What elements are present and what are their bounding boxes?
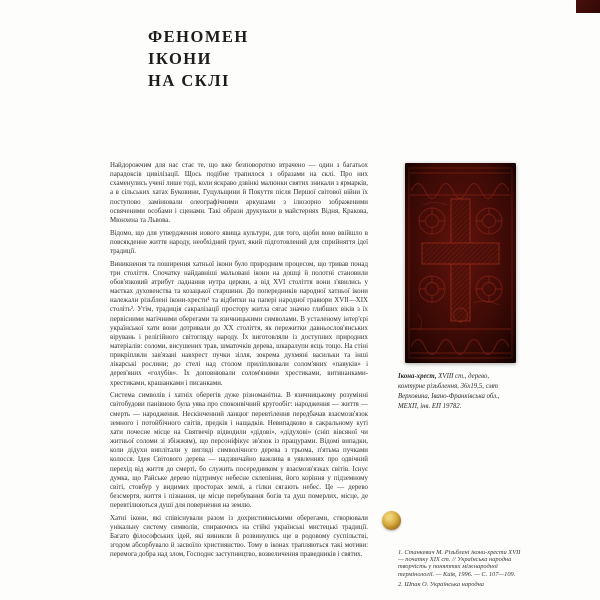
page-title (148, 26, 249, 92)
figure-caption-details: XVIII ст., дерево, контурне різьблення, 36х19,5, смт Верховина, Івано-Франківська обл., МЕХП, інв. ЕП 19782. (398, 373, 500, 410)
paragraph-5: Хатні ікони, які співіснували разом із дохристиянськими оберегами, створювали унікальну систему символів, спираючись на стійкі українські мистецькі традиції. Багато філософських ідей, які виникли й розвинулись ще в родовому суспільстві, згодом абсорбувало й засвоїло християнство. Тому в іконах трапляються такі мотиви: перемога добра над злом, Господнє заступництво, возвеличення праведників і святих. (110, 514, 368, 559)
title-line-1: ФЕНОМЕН (148, 27, 249, 46)
gold-seal-ornament (382, 511, 401, 530)
figure-caption-title: Ікона-хрест, (398, 373, 437, 380)
footnotes (398, 549, 522, 588)
title-line-3: НА СКЛІ (148, 71, 230, 90)
paragraph-4: Система символів і хатніх оберегів дуже різноманітна. В язичницькому розумінні світобудови панівною була уява про споконвічний кругообіг: народження — життя — смерть — народження. Нескінченний ланцюг перевтілення передбачав взаємозв'язок земного і потойбічного світів, предків і нащадків. Невипадково в сакральному куті хати почесне місце на Святвечір відводили «дідові», «дідухові» (сніп вівсяної чи житньої соломи зі збіжжям), що персоніфікує зв'язок із пращурами. Відомі випадки, коли дідухи виплітали у вигляді символічного дерева з трьома, п'ятьма пучками колосся. Ідея Світового дерева — надзвичайно важлива в уявленнях про одвічний перехід від життя до смерті, бо служить посередником у взаємозв'язках світів. Існує думка, що Райське дерево підтримує небесне склепіння, його коріння у підземному світі, стовбур у видимих просторах землі, а гілки сягають небес. Це — дерево безсмертя, життя і пізнання, це місце перебування богів та душ померлих, місце, де перевтілюються душі для повернення на землю. (110, 392, 368, 510)
page-corner-mark (576, 0, 600, 13)
footnote-2: 2. Шпак О. Українська народна (398, 580, 484, 588)
figure-caption (398, 372, 516, 412)
body-text-column (110, 161, 368, 597)
paragraph-3: Виникнення та поширення хатньої ікони було природним процесом, що тривав понад три століття. Спочатку найдавніші мальовані ікони на дошці й полотні становили обов'язковий атрибут ладнання нутра церкви, а від XVI століття вони з'явились у маєтках духовенства та козацької старшини. До попередників народної хатньої ікони належали різьблені ікони-хрести¹ та відбитки на папері народної гравюри XVII—XIX століть². Утім, традиція сакралізації простору житла сягає значно глибших віків з їх первісними магічними оберегами та язичницькими символами. В усталеному інтер'єрі української хати вони дотривали до XX століття, як пережитки давньослов'янських вірувань і релігійного світогляду народу. Їх виготовляли із доступних природних матеріалів: соломи, висушених трав, шматочків дерева, шкаралупи яєць тощо. На стіні прикріпляли зав'язані навхрест пучки зілля, зокрема духмяні васильки та інші лікарські рослини; до стелі над столом приліплювали солом'яних «павуків» і дерев'яних «голубів». Їх доповнювали солом'яними хрестиками, витинанками-хрестиками, крашанками і писанками. (110, 260, 368, 387)
icon-cross-carving-image (405, 163, 516, 363)
icon-cross-figure (405, 163, 516, 363)
title-line-2: ІКОНИ (148, 49, 212, 68)
paragraph-1: Найдорожчим для нас стає те, що вже безповоротно втрачено — один з багатьох парадоксів цивілізації. Щось подібне трапилося з образами на склі. Про них схаменулись учені лише тоді, коли яскраво дзвінкі малюнки святих зникали з ярмарків, а в сільських хатах Буковини, Гуцульщини й Покуття після Першої світової війни їх поступово замінювали олеографічними аркушами з ілюзорно зображеними освяченими особами і сценами. Такі образи друкували в майстернях Відня, Кракова, Мюнхена та Львова. (110, 162, 368, 224)
paragraph-2: Відомо, що для утвердження нового явища культури, для того, щоби воно ввійшло в повсякденне життя народу, необхідний ґрунт, який підготовлений для сприйняття ідеї традиції. (110, 229, 368, 255)
footnote-1: 1. Станкевич М. Різьблені ікони-хрести XVII — початку XIX ст. // Українська народна творчість у поняттях міжнародної термінології. — Київ, 1996. — С. 107—109. (398, 549, 521, 578)
